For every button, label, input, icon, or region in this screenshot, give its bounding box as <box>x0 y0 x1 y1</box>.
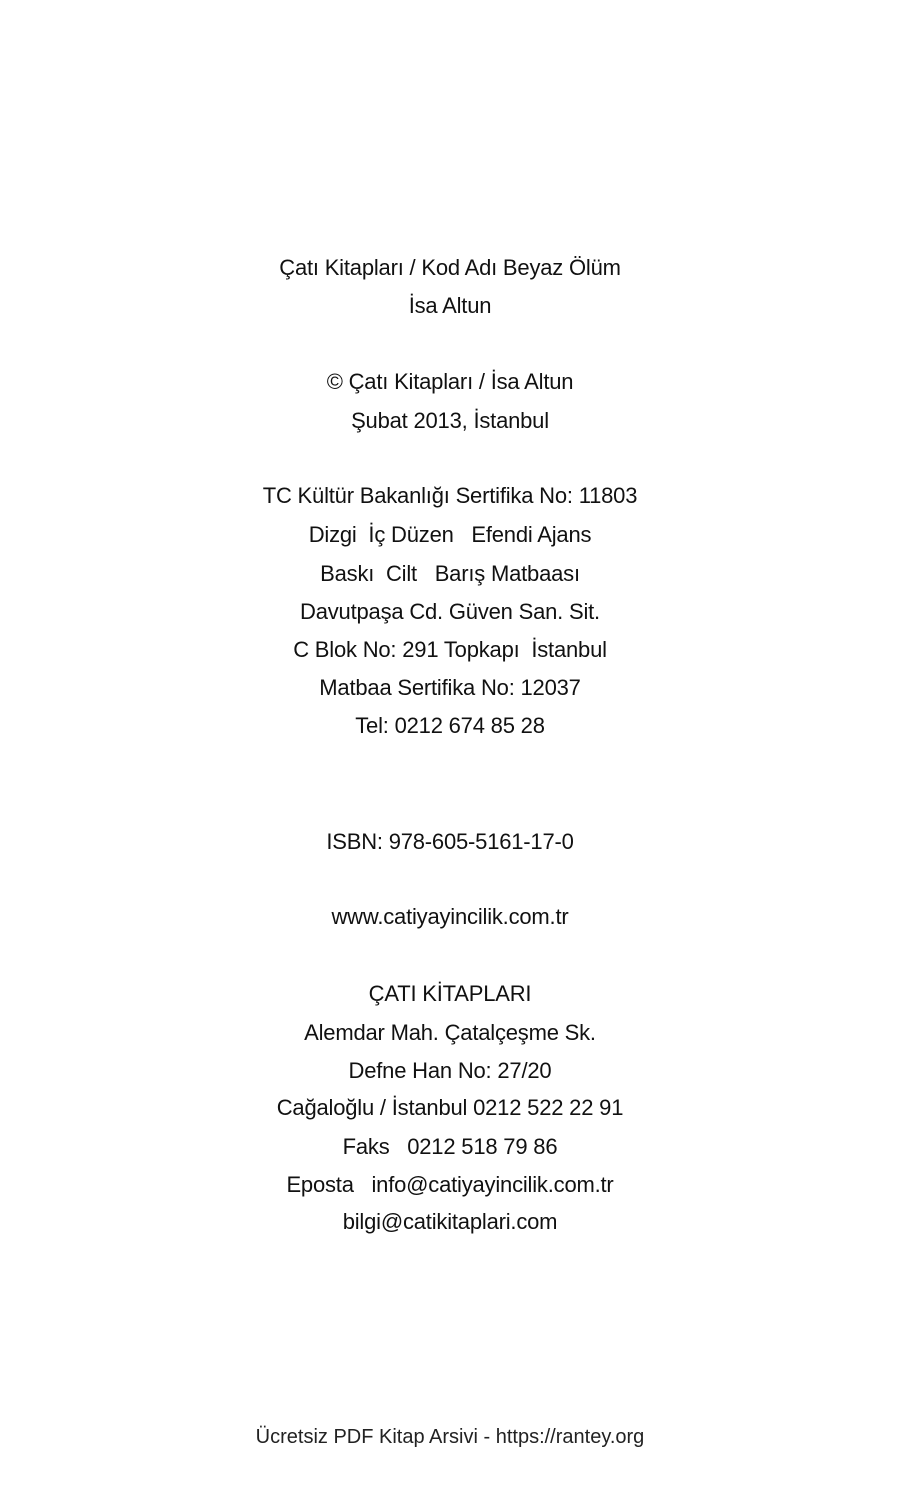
edition-date-place: Şubat 2013, İstanbul <box>351 408 549 433</box>
footer-watermark: Ücretsiz PDF Kitap Arsivi - https://rantey.org <box>255 1426 645 1448</box>
publisher-email-1: Eposta info@catiyayincilik.com.tr <box>286 1172 614 1197</box>
website: www.catiyayincilik.com.tr <box>331 904 569 929</box>
publisher-address-line-2: Defne Han No: 27/20 <box>348 1058 552 1083</box>
printer-address-line-2: C Blok No: 291 Topkapı İstanbul <box>293 637 607 662</box>
isbn: ISBN: 978-605-5161-17-0 <box>326 829 574 854</box>
publisher-email-2: bilgi@catikitaplari.com <box>342 1209 558 1234</box>
author-name: İsa Altun <box>408 293 492 318</box>
publisher-name: ÇATI KİTAPLARI <box>368 981 532 1006</box>
printing-credit: Baskı Cilt Barış Matbaası <box>320 561 580 586</box>
book-title-line: Çatı Kitapları / Kod Adı Beyaz Ölüm <box>279 255 621 280</box>
publisher-fax: Faks 0212 518 79 86 <box>342 1134 558 1159</box>
typesetting-credit: Dizgi İç Düzen Efendi Ajans <box>308 522 592 547</box>
printer-certificate: Matbaa Sertifika No: 12037 <box>319 675 581 700</box>
copyright-line: © Çatı Kitapları / İsa Altun <box>326 369 574 394</box>
ministry-certificate: TC Kültür Bakanlığı Sertifika No: 11803 <box>262 483 638 508</box>
printer-phone: Tel: 0212 674 85 28 <box>355 713 545 738</box>
publisher-address-line-1: Alemdar Mah. Çatalçeşme Sk. <box>304 1020 596 1045</box>
publisher-address-line-3: Cağaloğlu / İstanbul 0212 522 22 91 <box>276 1095 624 1120</box>
printer-address-line-1: Davutpaşa Cd. Güven San. Sit. <box>300 599 600 624</box>
